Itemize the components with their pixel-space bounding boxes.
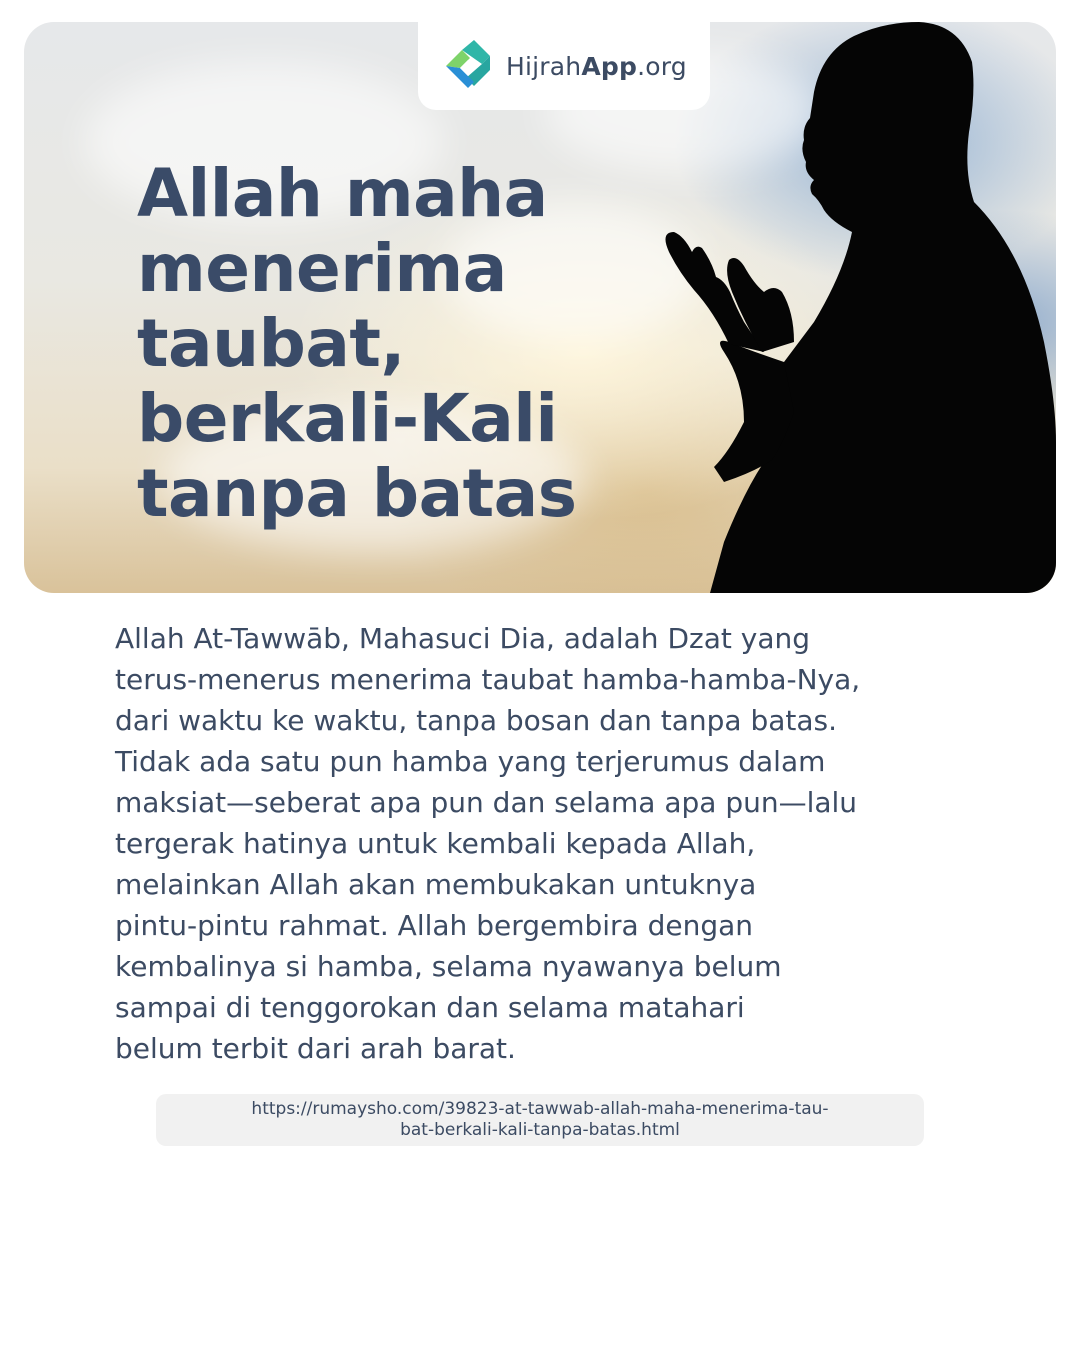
body-line: Tidak ada satu pun hamba yang terjerumus dalam [115,745,826,778]
logo-text-prefix: Hijrah [506,51,582,81]
logo-text-bold: App [581,51,638,81]
logo-tab[interactable] [418,22,710,110]
source-link-line[interactable]: bat-berkali-kali-tanpa-batas.html [400,1120,680,1140]
headline-line: Allah maha [137,155,548,232]
logo-text [506,52,687,81]
body-line: dari waktu ke waktu, tanpa bosan dan tanpa batas. [115,704,838,737]
source-link-line[interactable]: https://rumaysho.com/39823-at-tawwab-allah-maha-menerima-tau- [251,1099,829,1119]
body-line: melainkan Allah akan membukakan untuknya [115,868,757,901]
body-line: maksiat—seberat apa pun dan selama apa pun—lalu [115,786,858,819]
hijrahapp-logo-icon [438,36,498,96]
body-line: belum terbit dari arah barat. [115,1032,516,1065]
headline-line: tanpa batas [137,455,577,532]
headline [137,156,657,531]
body-line: kembalinya si hamba, selama nyawanya belum [115,950,782,983]
headline-line: taubat, [137,305,405,382]
headline-line: menerima [137,230,507,307]
hero-banner [24,22,1056,593]
body-line: tergerak hatinya untuk kembali kepada Allah, [115,827,756,860]
logo-text-suffix: .org [637,51,687,81]
source-link[interactable] [156,1094,924,1146]
body-line: pintu-pintu rahmat. Allah bergembira dengan [115,909,754,942]
body-line: terus-menerus menerima taubat hamba-hamba-Nya, [115,663,861,696]
body-line: sampai di tenggorokan dan selama matahari [115,991,745,1024]
body-paragraph [115,618,1015,1069]
body-line: Allah At-Tawwāb, Mahasuci Dia, adalah Dzat yang [115,622,810,655]
headline-line: berkali-Kali [137,380,558,457]
